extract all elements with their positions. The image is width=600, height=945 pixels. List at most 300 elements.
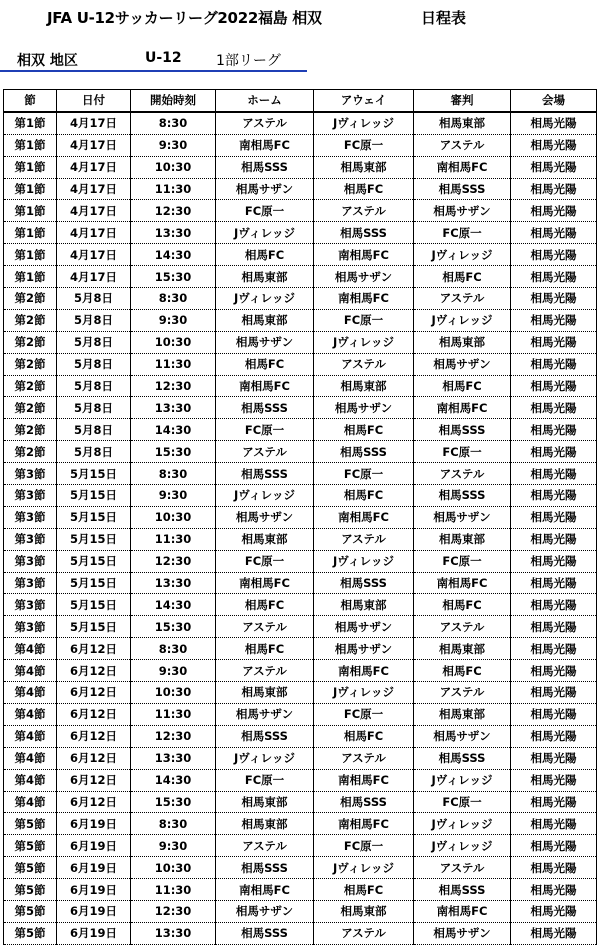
cell-away: 南相馬FC: [314, 660, 414, 682]
cell-venue: 相馬光陽: [511, 112, 597, 134]
cell-start-time: 8:30: [131, 112, 216, 134]
cell-home: アステル: [216, 660, 314, 682]
cell-date: 6月12日: [57, 769, 131, 791]
cell-round: 第5節: [4, 813, 57, 835]
cell-round: 第5節: [4, 922, 57, 944]
table-row: [4, 879, 597, 901]
cell-date: 6月19日: [57, 857, 131, 879]
cell-date: 5月15日: [57, 594, 131, 616]
cell-round: 第3節: [4, 616, 57, 638]
cell-away: 南相馬FC: [314, 813, 414, 835]
table-row: [4, 309, 597, 331]
table-row: [4, 288, 597, 310]
table-row: [4, 375, 597, 397]
cell-round: 第4節: [4, 769, 57, 791]
table-row: [4, 441, 597, 463]
cell-start-time: 13:30: [131, 572, 216, 594]
cell-home: 相馬SSS: [216, 922, 314, 944]
cell-away: 相馬SSS: [314, 572, 414, 594]
cell-away: 相馬FC: [314, 178, 414, 200]
cell-venue: 相馬光陽: [511, 638, 597, 660]
cell-start-time: 13:30: [131, 222, 216, 244]
cell-referee: 相馬SSS: [414, 747, 511, 769]
cell-home: FC原一: [216, 769, 314, 791]
cell-start-time: 11:30: [131, 528, 216, 550]
cell-round: 第2節: [4, 441, 57, 463]
cell-home: 相馬SSS: [216, 725, 314, 747]
cell-start-time: 11:30: [131, 178, 216, 200]
cell-home: 相馬SSS: [216, 463, 314, 485]
cell-venue: 相馬光陽: [511, 134, 597, 156]
cell-referee: 相馬SSS: [414, 879, 511, 901]
cell-start-time: 12:30: [131, 200, 216, 222]
cell-referee: 南相馬FC: [414, 156, 511, 178]
cell-round: 第3節: [4, 506, 57, 528]
table-row: [4, 900, 597, 922]
table-row: [4, 200, 597, 222]
table-row: [4, 703, 597, 725]
cell-start-time: 10:30: [131, 156, 216, 178]
table-row: [4, 922, 597, 944]
table-row: [4, 747, 597, 769]
cell-venue: 相馬光陽: [511, 506, 597, 528]
cell-referee: 相馬SSS: [414, 485, 511, 507]
cell-date: 5月8日: [57, 375, 131, 397]
cell-away: アステル: [314, 747, 414, 769]
cell-venue: 相馬光陽: [511, 594, 597, 616]
cell-away: 南相馬FC: [314, 506, 414, 528]
cell-referee: アステル: [414, 134, 511, 156]
document-header: [0, 4, 600, 30]
cell-away: 南相馬FC: [314, 288, 414, 310]
table-row: [4, 222, 597, 244]
cell-referee: 相馬東部: [414, 638, 511, 660]
cell-date: 5月8日: [57, 419, 131, 441]
cell-start-time: 15:30: [131, 441, 216, 463]
cell-date: 5月15日: [57, 616, 131, 638]
region-label: 相双 地区: [17, 53, 78, 69]
table-row: [4, 682, 597, 704]
cell-venue: 相馬光陽: [511, 660, 597, 682]
cell-venue: 相馬光陽: [511, 266, 597, 288]
cell-home: 相馬SSS: [216, 857, 314, 879]
cell-referee: Jヴィレッジ: [414, 244, 511, 266]
cell-date: 6月19日: [57, 922, 131, 944]
table-row: [4, 506, 597, 528]
cell-away: 相馬東部: [314, 900, 414, 922]
cell-round: 第5節: [4, 835, 57, 857]
cell-start-time: 14:30: [131, 419, 216, 441]
header-underline: [0, 70, 307, 72]
cell-start-time: 9:30: [131, 835, 216, 857]
cell-home: 相馬サザン: [216, 900, 314, 922]
cell-round: 第4節: [4, 791, 57, 813]
cell-home: FC原一: [216, 200, 314, 222]
cell-date: 4月17日: [57, 112, 131, 134]
table-row: [4, 791, 597, 813]
cell-venue: 相馬光陽: [511, 375, 597, 397]
cell-date: 5月15日: [57, 528, 131, 550]
cell-round: 第3節: [4, 594, 57, 616]
cell-away: 相馬サザン: [314, 266, 414, 288]
cell-home: 南相馬FC: [216, 134, 314, 156]
cell-round: 第4節: [4, 638, 57, 660]
cell-home: 相馬東部: [216, 682, 314, 704]
column-header-round: 節: [4, 90, 57, 112]
cell-venue: 相馬光陽: [511, 178, 597, 200]
cell-venue: 相馬光陽: [511, 309, 597, 331]
cell-venue: 相馬光陽: [511, 222, 597, 244]
cell-round: 第1節: [4, 156, 57, 178]
cell-start-time: 13:30: [131, 922, 216, 944]
schedule-body: [4, 112, 597, 944]
table-row: [4, 835, 597, 857]
table-row: [4, 813, 597, 835]
cell-round: 第3節: [4, 463, 57, 485]
cell-date: 5月8日: [57, 288, 131, 310]
cell-referee: FC原一: [414, 791, 511, 813]
cell-round: 第3節: [4, 572, 57, 594]
cell-date: 5月8日: [57, 397, 131, 419]
cell-date: 6月19日: [57, 879, 131, 901]
column-header-date: 日付: [57, 90, 131, 112]
league-label: 1部リーグ: [216, 53, 281, 69]
table-row: [4, 638, 597, 660]
cell-away: FC原一: [314, 835, 414, 857]
cell-round: 第3節: [4, 485, 57, 507]
cell-start-time: 12:30: [131, 725, 216, 747]
cell-venue: 相馬光陽: [511, 572, 597, 594]
table-row: [4, 419, 597, 441]
cell-home: FC原一: [216, 550, 314, 572]
cell-referee: FC原一: [414, 222, 511, 244]
cell-round: 第1節: [4, 178, 57, 200]
cell-venue: 相馬光陽: [511, 703, 597, 725]
table-row: [4, 331, 597, 353]
cell-home: 相馬サザン: [216, 703, 314, 725]
cell-date: 6月19日: [57, 900, 131, 922]
cell-home: 相馬東部: [216, 528, 314, 550]
cell-venue: 相馬光陽: [511, 900, 597, 922]
cell-round: 第1節: [4, 134, 57, 156]
cell-date: 4月17日: [57, 222, 131, 244]
column-header-away: アウェイ: [314, 90, 414, 112]
cell-venue: 相馬光陽: [511, 397, 597, 419]
cell-date: 6月12日: [57, 791, 131, 813]
cell-date: 5月15日: [57, 485, 131, 507]
table-row: [4, 244, 597, 266]
cell-referee: 相馬サザン: [414, 922, 511, 944]
cell-away: 相馬SSS: [314, 791, 414, 813]
cell-referee: アステル: [414, 288, 511, 310]
column-header-home: ホーム: [216, 90, 314, 112]
cell-away: 相馬東部: [314, 156, 414, 178]
table-row: [4, 725, 597, 747]
cell-start-time: 10:30: [131, 331, 216, 353]
cell-start-time: 15:30: [131, 616, 216, 638]
cell-start-time: 9:30: [131, 660, 216, 682]
document-title: JFA U-12サッカーリーグ2022福島 相双: [47, 9, 322, 27]
cell-home: 相馬サザン: [216, 178, 314, 200]
table-row: [4, 594, 597, 616]
cell-referee: アステル: [414, 857, 511, 879]
cell-home: 相馬FC: [216, 594, 314, 616]
cell-venue: 相馬光陽: [511, 244, 597, 266]
cell-home: アステル: [216, 441, 314, 463]
cell-venue: 相馬光陽: [511, 857, 597, 879]
cell-referee: 相馬サザン: [414, 200, 511, 222]
cell-away: アステル: [314, 528, 414, 550]
cell-date: 6月12日: [57, 725, 131, 747]
cell-referee: 相馬FC: [414, 594, 511, 616]
cell-date: 4月17日: [57, 244, 131, 266]
cell-away: 相馬SSS: [314, 441, 414, 463]
cell-home: 相馬サザン: [216, 506, 314, 528]
cell-venue: 相馬光陽: [511, 835, 597, 857]
cell-venue: 相馬光陽: [511, 616, 597, 638]
cell-referee: 相馬FC: [414, 660, 511, 682]
cell-referee: 相馬SSS: [414, 419, 511, 441]
cell-date: 5月8日: [57, 353, 131, 375]
cell-venue: 相馬光陽: [511, 441, 597, 463]
cell-home: アステル: [216, 835, 314, 857]
cell-away: FC原一: [314, 463, 414, 485]
table-row: [4, 660, 597, 682]
cell-date: 6月12日: [57, 682, 131, 704]
column-header-venue: 会場: [511, 90, 597, 112]
cell-referee: FC原一: [414, 550, 511, 572]
cell-round: 第1節: [4, 200, 57, 222]
cell-round: 第4節: [4, 747, 57, 769]
cell-home: 相馬東部: [216, 813, 314, 835]
cell-away: アステル: [314, 353, 414, 375]
cell-venue: 相馬光陽: [511, 353, 597, 375]
cell-referee: 南相馬FC: [414, 572, 511, 594]
cell-away: Jヴィレッジ: [314, 331, 414, 353]
cell-referee: 南相馬FC: [414, 397, 511, 419]
cell-date: 6月12日: [57, 660, 131, 682]
cell-date: 5月15日: [57, 463, 131, 485]
cell-home: FC原一: [216, 419, 314, 441]
cell-away: 南相馬FC: [314, 244, 414, 266]
cell-round: 第4節: [4, 703, 57, 725]
table-row: [4, 769, 597, 791]
cell-round: 第4節: [4, 660, 57, 682]
cell-referee: Jヴィレッジ: [414, 813, 511, 835]
column-header-start-time: 開始時刻: [131, 90, 216, 112]
cell-home: 南相馬FC: [216, 572, 314, 594]
cell-home: 相馬FC: [216, 353, 314, 375]
cell-start-time: 14:30: [131, 769, 216, 791]
cell-date: 4月17日: [57, 178, 131, 200]
cell-home: アステル: [216, 112, 314, 134]
document-type: 日程表: [421, 9, 467, 27]
cell-home: 南相馬FC: [216, 879, 314, 901]
cell-away: 相馬SSS: [314, 222, 414, 244]
table-row: [4, 857, 597, 879]
cell-away: 相馬FC: [314, 879, 414, 901]
cell-home: Jヴィレッジ: [216, 485, 314, 507]
cell-referee: 相馬サザン: [414, 725, 511, 747]
cell-start-time: 8:30: [131, 288, 216, 310]
table-row: [4, 550, 597, 572]
table-row: [4, 463, 597, 485]
cell-start-time: 15:30: [131, 266, 216, 288]
cell-date: 5月8日: [57, 309, 131, 331]
cell-home: 相馬東部: [216, 309, 314, 331]
cell-venue: 相馬光陽: [511, 879, 597, 901]
table-header-row: [4, 90, 597, 112]
cell-round: 第1節: [4, 266, 57, 288]
cell-venue: 相馬光陽: [511, 747, 597, 769]
cell-round: 第3節: [4, 528, 57, 550]
table-row: [4, 134, 597, 156]
cell-referee: 相馬FC: [414, 266, 511, 288]
cell-home: 相馬SSS: [216, 156, 314, 178]
cell-away: アステル: [314, 200, 414, 222]
cell-date: 5月15日: [57, 572, 131, 594]
cell-away: 相馬FC: [314, 725, 414, 747]
cell-referee: Jヴィレッジ: [414, 769, 511, 791]
table-row: [4, 528, 597, 550]
cell-start-time: 8:30: [131, 638, 216, 660]
cell-home: 相馬FC: [216, 244, 314, 266]
cell-date: 6月12日: [57, 703, 131, 725]
column-header-referee: 審判: [414, 90, 511, 112]
cell-start-time: 10:30: [131, 682, 216, 704]
cell-home: Jヴィレッジ: [216, 288, 314, 310]
cell-venue: 相馬光陽: [511, 528, 597, 550]
table-row: [4, 178, 597, 200]
cell-referee: FC原一: [414, 441, 511, 463]
cell-date: 4月17日: [57, 134, 131, 156]
cell-start-time: 11:30: [131, 353, 216, 375]
table-row: [4, 266, 597, 288]
cell-referee: アステル: [414, 463, 511, 485]
cell-home: アステル: [216, 616, 314, 638]
cell-start-time: 15:30: [131, 791, 216, 813]
cell-referee: 相馬東部: [414, 331, 511, 353]
cell-start-time: 8:30: [131, 463, 216, 485]
cell-date: 4月17日: [57, 266, 131, 288]
cell-venue: 相馬光陽: [511, 463, 597, 485]
cell-date: 4月17日: [57, 200, 131, 222]
cell-referee: 相馬FC: [414, 375, 511, 397]
cell-start-time: 14:30: [131, 244, 216, 266]
cell-date: 6月12日: [57, 638, 131, 660]
cell-away: FC原一: [314, 134, 414, 156]
cell-round: 第2節: [4, 397, 57, 419]
cell-start-time: 8:30: [131, 813, 216, 835]
cell-away: 相馬東部: [314, 375, 414, 397]
table-row: [4, 572, 597, 594]
cell-venue: 相馬光陽: [511, 550, 597, 572]
cell-referee: Jヴィレッジ: [414, 309, 511, 331]
cell-referee: 南相馬FC: [414, 900, 511, 922]
cell-date: 4月17日: [57, 156, 131, 178]
cell-away: 相馬サザン: [314, 638, 414, 660]
cell-round: 第5節: [4, 900, 57, 922]
cell-away: アステル: [314, 922, 414, 944]
cell-start-time: 12:30: [131, 900, 216, 922]
cell-round: 第1節: [4, 244, 57, 266]
cell-start-time: 12:30: [131, 550, 216, 572]
cell-referee: アステル: [414, 682, 511, 704]
table-row: [4, 156, 597, 178]
cell-round: 第4節: [4, 682, 57, 704]
cell-venue: 相馬光陽: [511, 288, 597, 310]
cell-date: 6月19日: [57, 835, 131, 857]
cell-venue: 相馬光陽: [511, 813, 597, 835]
cell-venue: 相馬光陽: [511, 156, 597, 178]
cell-start-time: 11:30: [131, 703, 216, 725]
cell-venue: 相馬光陽: [511, 200, 597, 222]
cell-referee: Jヴィレッジ: [414, 835, 511, 857]
cell-round: 第1節: [4, 222, 57, 244]
table-row: [4, 616, 597, 638]
cell-away: 相馬サザン: [314, 397, 414, 419]
cell-venue: 相馬光陽: [511, 922, 597, 944]
cell-referee: 相馬SSS: [414, 178, 511, 200]
cell-start-time: 10:30: [131, 506, 216, 528]
cell-date: 5月8日: [57, 331, 131, 353]
cell-venue: 相馬光陽: [511, 485, 597, 507]
cell-start-time: 14:30: [131, 594, 216, 616]
cell-date: 6月12日: [57, 747, 131, 769]
cell-start-time: 9:30: [131, 309, 216, 331]
cell-round: 第3節: [4, 550, 57, 572]
cell-venue: 相馬光陽: [511, 419, 597, 441]
cell-date: 5月15日: [57, 550, 131, 572]
cell-start-time: 13:30: [131, 397, 216, 419]
cell-away: Jヴィレッジ: [314, 682, 414, 704]
cell-home: 相馬SSS: [216, 397, 314, 419]
cell-away: 相馬FC: [314, 485, 414, 507]
cell-away: Jヴィレッジ: [314, 112, 414, 134]
cell-round: 第2節: [4, 419, 57, 441]
cell-home: Jヴィレッジ: [216, 222, 314, 244]
table-row: [4, 485, 597, 507]
cell-away: Jヴィレッジ: [314, 857, 414, 879]
category-label: U-12: [145, 50, 182, 66]
cell-referee: アステル: [414, 616, 511, 638]
cell-round: 第5節: [4, 879, 57, 901]
cell-home: 相馬サザン: [216, 331, 314, 353]
cell-away: 相馬東部: [314, 594, 414, 616]
cell-round: 第4節: [4, 725, 57, 747]
league-info: [0, 48, 600, 72]
cell-start-time: 9:30: [131, 485, 216, 507]
cell-round: 第2節: [4, 375, 57, 397]
table-row: [4, 112, 597, 134]
table-row: [4, 353, 597, 375]
cell-away: FC原一: [314, 309, 414, 331]
cell-away: FC原一: [314, 703, 414, 725]
cell-home: 相馬東部: [216, 791, 314, 813]
cell-round: 第5節: [4, 857, 57, 879]
cell-away: 南相馬FC: [314, 769, 414, 791]
cell-away: 相馬サザン: [314, 616, 414, 638]
cell-round: 第2節: [4, 331, 57, 353]
cell-home: 相馬東部: [216, 266, 314, 288]
cell-away: Jヴィレッジ: [314, 550, 414, 572]
cell-home: 相馬FC: [216, 638, 314, 660]
cell-referee: 相馬東部: [414, 112, 511, 134]
cell-date: 6月19日: [57, 813, 131, 835]
cell-home: 南相馬FC: [216, 375, 314, 397]
cell-start-time: 11:30: [131, 879, 216, 901]
cell-date: 5月8日: [57, 441, 131, 463]
